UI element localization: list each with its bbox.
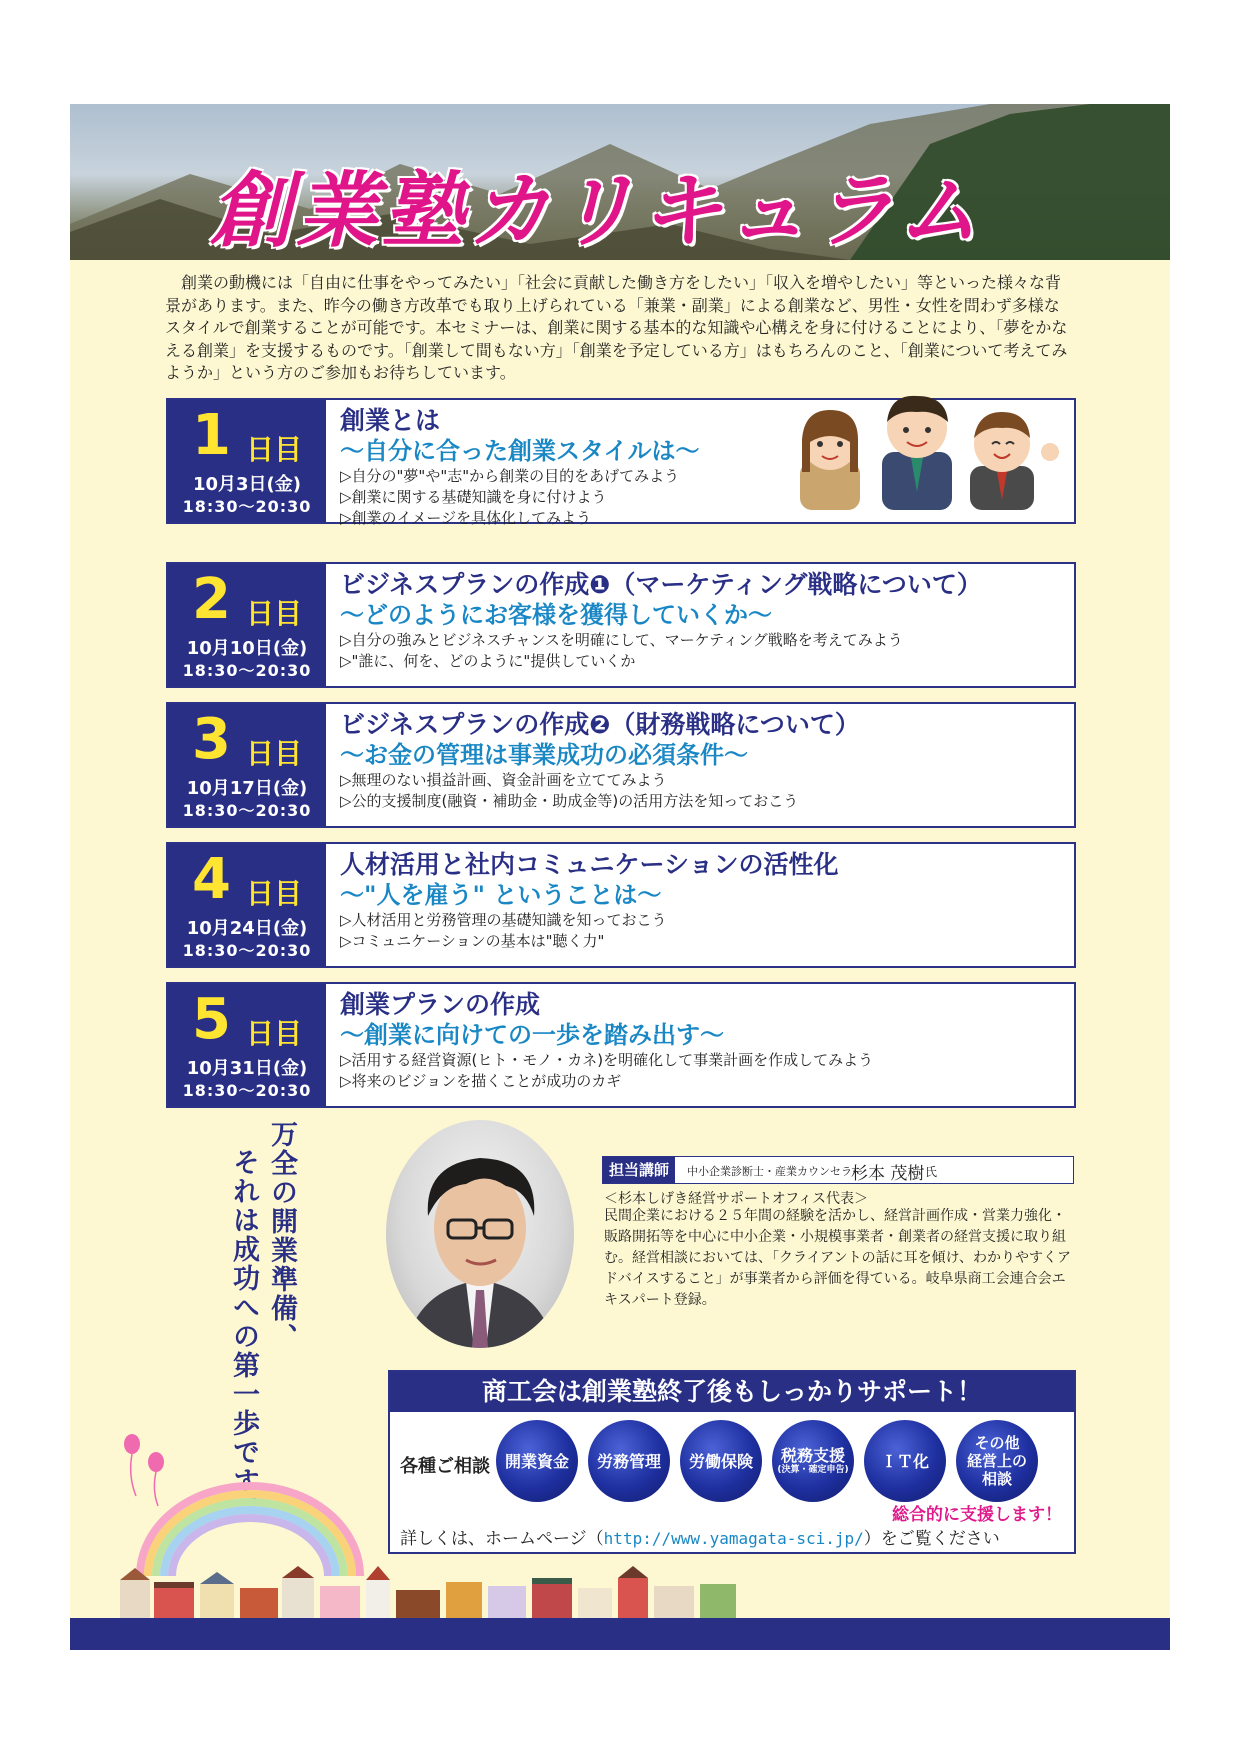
day-title: 人材活用と社内コミュニケーションの活性化 bbox=[340, 850, 839, 879]
slogan-line-2: それは成功への第一歩です。 bbox=[228, 1148, 259, 1525]
day-3-card bbox=[166, 702, 1076, 828]
day-title: ビジネスプランの作成❶（マーケティング戦略について） bbox=[340, 570, 982, 599]
flyer-page bbox=[70, 104, 1170, 1650]
day-bullet: ▷公的支援制度(融資・補助金・助成金等)の活用方法を知っておこう bbox=[340, 792, 799, 810]
support-item-startup-funds bbox=[496, 1420, 578, 1502]
day-bullet: ▷自分の強みとビジネスチャンスを明確にして、マーケティング戦略を考えてみよう bbox=[340, 631, 903, 649]
lecturer-name: 杉本 茂樹 bbox=[851, 1164, 925, 1184]
day-2-header bbox=[168, 564, 326, 686]
support-item-label: その他 経営上の 相談 bbox=[966, 1434, 1027, 1488]
lecturer-qualification: 中小企業診断士・産業カウンセラー bbox=[687, 1165, 863, 1178]
homepage-link[interactable]: http://www.yamagata-sci.jp/ bbox=[603, 1529, 864, 1548]
support-item-labor-insurance bbox=[680, 1420, 762, 1502]
rainbow-balloons-illustration bbox=[110, 1426, 370, 1576]
intro-paragraph: 創業の動機には「自由に仕事をやってみたい」「社会に貢献した働き方をしたい」「収入を増やしたい」等といった様々な背景があります。また、昨今の働き方改革でも取り上げられている「兼業・副業」による創業など、男性・女性を問わず多様なスタイルで創業することが可能です。本セミナーは、創業に関する基本的な知識や心構えを身に付けることにより、「夢をかなえる創業」を支援するものです。「創業して間もない方」「創業を予定している方」はもちろんのこと、「創業について考えてみようか」という方のご参加もお待ちしています。 bbox=[165, 273, 1068, 382]
day-date: 10月17日(金) bbox=[186, 778, 308, 799]
day-bullet: ▷"誰に、何を、どのように"提供していくか bbox=[340, 652, 636, 670]
lecturer-portrait bbox=[386, 1120, 574, 1348]
day-1-header bbox=[168, 400, 326, 522]
town-illustration bbox=[120, 1566, 740, 1618]
support-note: 総合的に支援します！ bbox=[892, 1505, 1062, 1525]
day-subtitle: 〜どのようにお客様を獲得していくか〜 bbox=[340, 601, 772, 629]
lecturer-header bbox=[602, 1156, 1074, 1184]
day-time: 18:30〜20:30 bbox=[182, 661, 312, 680]
day-bullet: ▷活用する経営資源(ヒト・モノ・カネ)を明確化して事業計画を作成してみよう bbox=[340, 1051, 874, 1069]
day-1-card bbox=[166, 398, 1076, 527]
day-title: ビジネスプランの作成❷（財務戦略について） bbox=[340, 710, 860, 739]
day-bullet: ▷創業に関する基礎知識を身に付けよう bbox=[340, 488, 607, 506]
support-item-label: 労働保険 bbox=[688, 1451, 753, 1471]
day-time: 18:30〜20:30 bbox=[182, 1081, 312, 1100]
day-suffix: 日目 bbox=[246, 597, 303, 630]
day-date: 10月31日(金) bbox=[186, 1058, 308, 1079]
day-title: 創業とは bbox=[340, 406, 441, 435]
support-box bbox=[388, 1370, 1076, 1554]
day-subtitle: 〜自分に合った創業スタイルは〜 bbox=[340, 437, 700, 465]
day-bullet: ▷人材活用と労務管理の基礎知識を知っておこう bbox=[340, 911, 667, 929]
day-bullet: ▷無理のない損益計画、資金計画を立ててみよう bbox=[340, 771, 667, 789]
day-subtitle: 〜創業に向けての一歩を踏み出す〜 bbox=[340, 1021, 724, 1049]
support-item-note: (決算・確定申告) bbox=[777, 1465, 849, 1475]
day-title: 創業プランの作成 bbox=[340, 990, 541, 1019]
day-number: 3 bbox=[192, 707, 231, 772]
day-date: 10月3日(金) bbox=[192, 474, 302, 495]
day-4-header bbox=[168, 844, 326, 966]
support-item-other bbox=[956, 1420, 1038, 1502]
lecturer-badge: 担当講師 bbox=[603, 1157, 675, 1183]
support-item-label: 労務管理 bbox=[596, 1451, 661, 1471]
day-bullet: ▷コミュニケーションの基本は"聴く力" bbox=[340, 932, 605, 950]
day-suffix: 日目 bbox=[246, 433, 303, 466]
day-time: 18:30〜20:30 bbox=[182, 941, 312, 960]
business-people-illustration bbox=[770, 382, 1070, 510]
page-title: 創業塾カリキュラム bbox=[210, 164, 984, 259]
slogan-line-1: 万全の開業準備、 bbox=[266, 1120, 297, 1352]
day-bullet: ▷将来のビジョンを描くことが成功のカギ bbox=[340, 1072, 622, 1090]
day-date: 10月10日(金) bbox=[186, 638, 308, 659]
footer-bar bbox=[70, 1618, 1170, 1650]
support-item-tax-support bbox=[772, 1420, 854, 1502]
day-4-card bbox=[166, 842, 1076, 968]
day-subtitle: 〜"人を雇う" ということは〜 bbox=[340, 881, 662, 909]
day-time: 18:30〜20:30 bbox=[182, 497, 312, 516]
day-5-header bbox=[168, 984, 326, 1106]
lecturer-bio: 民間企業における２５年間の経験を活かし、経営計画作成・営業力強化・販路開拓等を中心に中小企業・小規模事業者・創業者の経営支援に取り組む。経営相談においては、「クライアントの話に耳を傾け、わかりやすくアドバイスすること」が事業者から評価を得ている。岐阜県商工会連合会エキスパート登録。 bbox=[604, 1208, 1072, 1308]
day-time: 18:30〜20:30 bbox=[182, 801, 312, 820]
day-suffix: 日目 bbox=[246, 737, 303, 770]
day-5-card bbox=[166, 982, 1076, 1108]
link-suffix: ）をご覧ください bbox=[863, 1529, 1000, 1549]
day-number: 2 bbox=[192, 567, 231, 632]
mountain-banner bbox=[70, 104, 1170, 260]
lecturer-honorific: 氏 bbox=[925, 1165, 938, 1179]
day-3-header bbox=[168, 704, 326, 826]
support-item-labor-management bbox=[588, 1420, 670, 1502]
day-subtitle: 〜お金の管理は事業成功の必須条件〜 bbox=[340, 741, 748, 769]
day-2-card bbox=[166, 562, 1076, 688]
support-item-it bbox=[864, 1420, 946, 1502]
support-link-line bbox=[400, 1524, 1000, 1549]
support-item-label: ＩＴ化 bbox=[880, 1451, 929, 1471]
day-number: 4 bbox=[192, 847, 231, 912]
day-suffix: 日目 bbox=[246, 877, 303, 910]
day-number: 5 bbox=[192, 987, 231, 1052]
support-label: 各種ご相談 bbox=[400, 1456, 490, 1477]
day-bullet: ▷自分の"夢"や"志"から創業の目的をあげてみよう bbox=[340, 467, 680, 485]
support-item-label: 開業資金 bbox=[504, 1451, 569, 1471]
day-date: 10月24日(金) bbox=[186, 918, 308, 939]
day-number: 1 bbox=[192, 403, 231, 468]
lecturer-photo bbox=[386, 1120, 574, 1348]
support-item-label: 税務支援 bbox=[780, 1446, 845, 1465]
support-header: 商工会は創業塾終了後もしっかりサポート！ bbox=[390, 1372, 1074, 1412]
link-prefix: 詳しくは、ホームページ（ bbox=[400, 1529, 604, 1549]
day-bullet: ▷創業のイメージを具体化してみよう bbox=[340, 509, 592, 527]
day-suffix: 日目 bbox=[246, 1017, 303, 1050]
lecturer-organization: ＜杉本しげき経営サポートオフィス代表＞ bbox=[604, 1191, 869, 1207]
